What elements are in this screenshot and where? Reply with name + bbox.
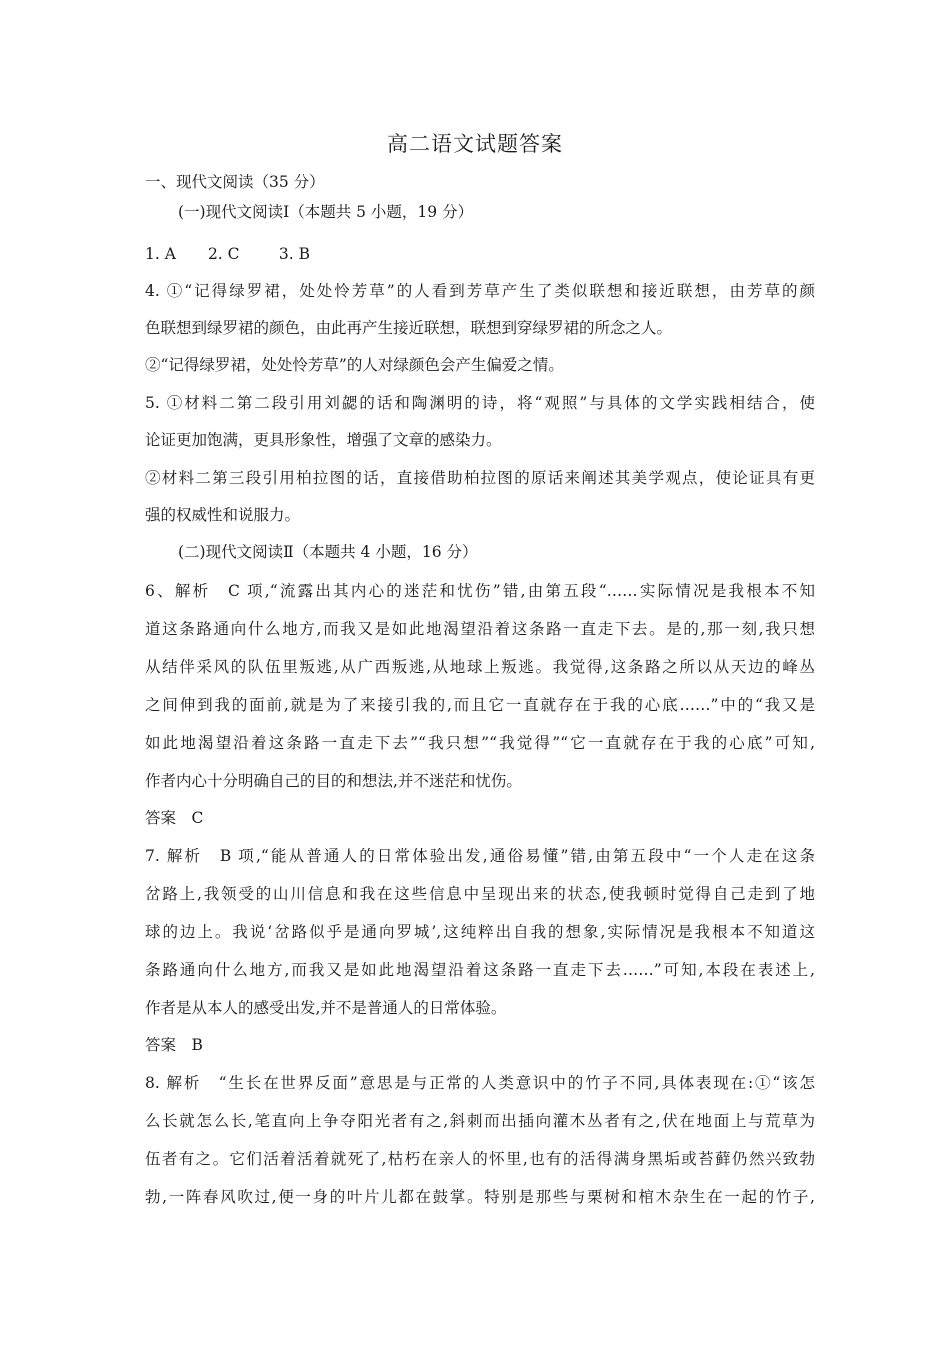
paragraph-line: 从结伴采风的队伍里叛逃,从广西叛逃,从地球上叛逃。我觉得,这条路之所以从天边的峰丛 [145,658,815,676]
paragraph-line: 6、解析 C 项,“流露出其内心的迷茫和忧伤”错,由第五段“……实际情况是我根本不知 [145,582,815,600]
answer-q2: 2. C [207,245,240,263]
section-heading: 一、现代文阅读（35 分） [145,173,325,191]
paragraph-line: 如此地渴望沿着这条路一直走下去”“我只想”“我觉得”“它一直就存在于我的心底”可知, [145,734,815,752]
subsection-heading: (一)现代文阅读Ⅰ（本题共 5 小题，19 分） [178,203,474,221]
paragraph-line: ②材料二第三段引用柏拉图的话，直接借助柏拉图的原话来阐述其美学观点，使论证具有更 [145,469,815,487]
answers-row [145,243,815,265]
paragraph-line: 么长就怎么长,笔直向上争夺阳光者有之,斜刺而出插向灌木丛者有之,伏在地面上与荒草为 [145,1112,815,1130]
answer-line: 答案 C [145,809,204,827]
paragraph-line: 作者内心十分明确自己的目的和想法,并不迷茫和忧伤。 [145,772,522,790]
paragraph-line: 伍者有之。它们活着活着就死了,枯朽在亲人的怀里,也有的活得满身黑垢或苔藓仍然兴致勃 [145,1150,815,1168]
paragraph-line: 条路通向什么地方,而我又是如此地渴望沿着这条路一直走下去……”可知,本段在表述上, [145,961,815,979]
paragraph-line: 7. 解析 B 项,“能从普通人的日常体验出发,通俗易懂”错,由第五段中“一个人走在这条 [145,847,815,865]
paragraph-line: 岔路上,我领受的山川信息和我在这些信息中呈现出来的状态,使我顿时觉得自己走到了地 [145,885,815,903]
paragraph-line: 强的权威性和说服力。 [145,506,301,524]
paragraph-line: ②“记得绿罗裙，处处怜芳草”的人对绿颜色会产生偏爱之情。 [145,356,564,374]
paragraph-line: 勃,一阵春风吹过,便一身的叶片儿都在鼓掌。特别是那些与栗树和棺木杂生在一起的竹子, [145,1188,815,1206]
paragraph-line: 4. ①“记得绿罗裙，处处怜芳草”的人看到芳草产生了类似联想和接近联想，由芳草的颜 [145,282,815,300]
page-title: 高二语文试题答案 [387,132,563,156]
answer-q1: 1. A [145,245,176,263]
answer-q3: 3. B [278,245,310,263]
answer-line: 答案 B [145,1036,203,1054]
paragraph-line: 道这条路通向什么地方,而我又是如此地渴望沿着这条路一直走下去。是的,那一刻,我只想 [145,620,815,638]
paragraph-line: 8. 解析 “生长在世界反面”意思是与正常的人类意识中的竹子不同,具体表现在:①“该怎 [145,1074,815,1092]
paragraph-line: 球的边上。我说‘岔路似乎是通向罗城’,这纯粹出自我的想象,实际情况是我根本不知道这 [145,923,815,941]
paragraph-line: 色联想到绿罗裙的颜色，由此再产生接近联想，联想到穿绿罗裙的所念之人。 [145,319,673,337]
paragraph-line: 作者是从本人的感受出发,并不是普通人的日常体验。 [145,999,507,1017]
paragraph-line: 5. ①材料二第二段引用刘勰的话和陶渊明的诗，将“观照”与具体的文学实践相结合，使 [145,394,815,412]
paragraph-line: 之间伸到我的面前,就是为了来接引我的,而且它一直就存在于我的心底……”中的“我又是 [145,696,815,714]
paragraph-line: 论证更加饱满，更具形象性，增强了文章的感染力。 [145,431,502,449]
subsection-heading: (二)现代文阅读Ⅱ（本题共 4 小题，16 分） [178,543,478,561]
